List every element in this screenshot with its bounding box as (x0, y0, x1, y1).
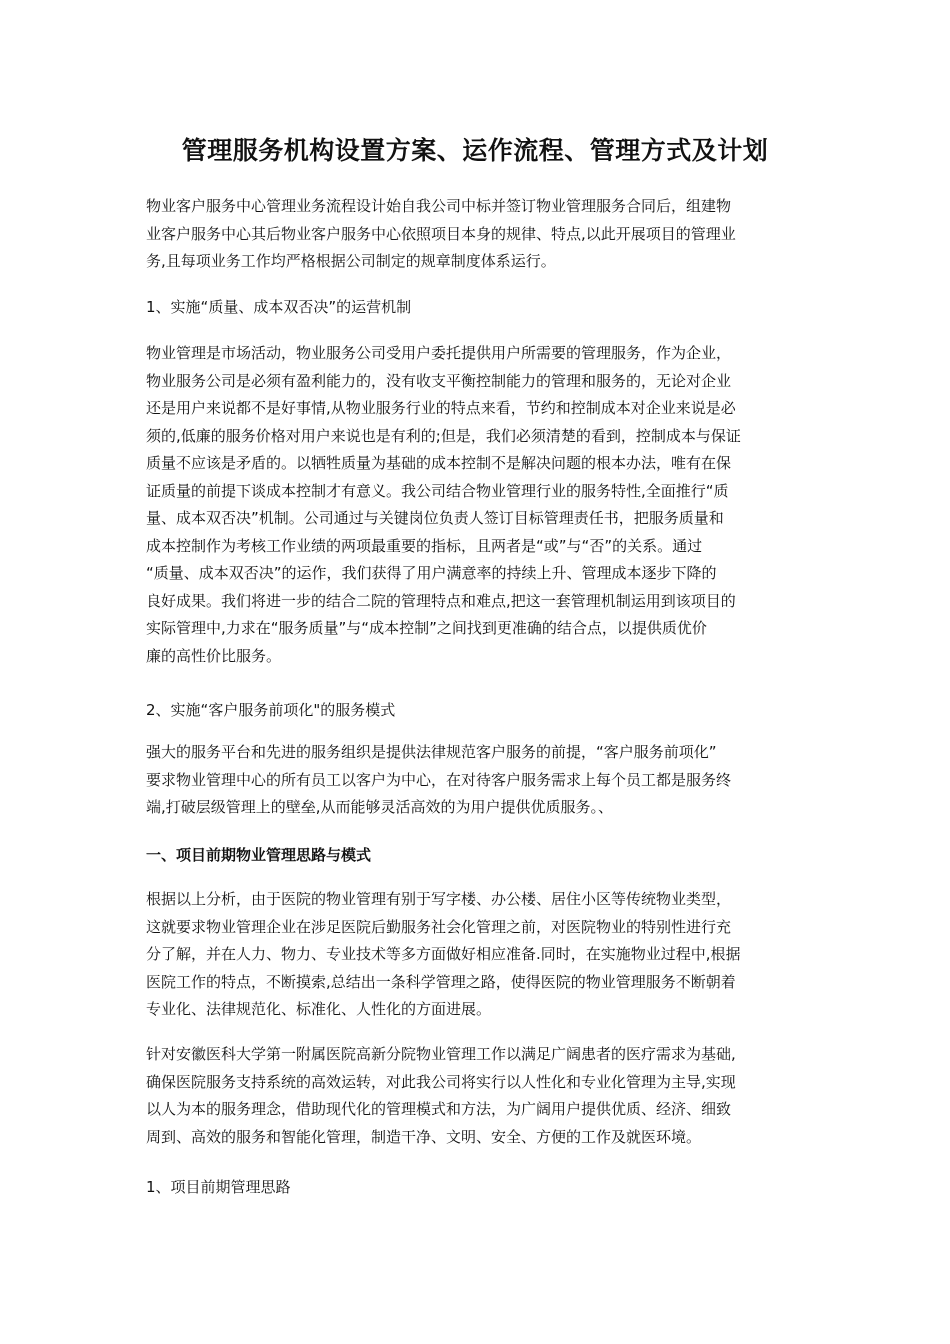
text-line: 业客户服务中心其后物业客户服务中心依照项目本身的规律、特点,以此开展项目的管理业 (146, 224, 736, 243)
text-line: 确保医院服务支持系统的高效运转，对此我公司将实行以人性化和专业化管理为主导,实现 (146, 1072, 736, 1091)
part1-sub-heading: 1、项目前期管理思路 (146, 1178, 291, 1196)
intro-paragraph (146, 193, 812, 276)
text-line: 物业管理是市场活动，物业服务公司受用户委托提供用户所需要的管理服务，作为企业， (146, 344, 732, 362)
part1-heading: 一、项目前期物业管理思路与模式 (146, 846, 372, 864)
text-line: 成本控制作为考核工作业绩的两项最重要的指标，且两者是“或”与“否”的关系。通过 (146, 536, 703, 555)
text-line: 周到、高效的服务和智能化管理，制造干净、文明、安全、方便的工作及就医环境。 (146, 1127, 702, 1146)
text-line: 物业客户服务中心管理业务流程设计始自我公司中标并签订物业管理服务合同后，组建物 (146, 197, 732, 215)
text-line: 专业化、法律规范化、标准化、人性化的方面进展。 (146, 1000, 492, 1018)
text-line: 廉的高性价比服务。 (146, 646, 282, 665)
text-line: 质量不应该是矛盾的。以牺牲质量为基础的成本控制不是解决问题的根本办法，唯有在保 (146, 454, 732, 472)
text-line: 量、成本双否决”机制。公司通过与关键岗位负责人签订目标管理责任书，把服务质量和 (146, 509, 724, 527)
text-line: 针对安徽医科大学第一附属医院高新分院物业管理工作以满足广阔患者的医疗需求为基础, (146, 1045, 736, 1063)
part1-paragraph-b (146, 1041, 812, 1151)
section2-paragraph (146, 739, 812, 822)
text-line: “质量、成本双否决”的运作，我们获得了用户满意率的持续上升、管理成本逐步下降的 (146, 564, 717, 582)
section1-paragraph (146, 340, 812, 670)
text-line: 端,打破层级管理上的壁垒,从而能够灵活高效的为用户提供优质服务。、 (146, 798, 614, 816)
text-line: 还是用户来说都不是好事情,从物业服务行业的特点来看，节约和控制成本对企业来说是必 (146, 399, 736, 417)
text-line: 务,且每项业务工作均严格根据公司制定的规章制度体系运行。 (146, 252, 556, 270)
part1-paragraph-a (146, 886, 812, 1024)
text-line: 分了解，并在人力、物力、专业技术等多方面做好相应准备.同时，在实施物业过程中,根据 (146, 945, 741, 963)
text-line: 医院工作的特点，不断摸索,总结出一条科学管理之路，使得医院的物业管理服务不断朝着 (146, 972, 736, 991)
text-line: 这就要求物业管理企业在涉足医院后勤服务社会化管理之前，对医院物业的特别性进行充 (146, 917, 732, 936)
section1-heading: 1、实施“质量、成本双否决”的运营机制 (146, 298, 412, 316)
text-line: 良好成果。我们将进一步的结合二院的管理特点和难点,把这一套管理机制运用到该项目的 (146, 591, 736, 610)
text-line: 以人为本的服务理念，借助现代化的管理模式和方法，为广阔用户提供优质、经济、细致 (146, 1100, 732, 1118)
text-line: 须的,低廉的服务价格对用户来说也是有利的;但是，我们必须清楚的看到，控制成本与保证 (146, 426, 741, 445)
document-title: 管理服务机构设置方案、运作流程、管理方式及计划 (181, 136, 769, 165)
text-line: 根据以上分析，由于医院的物业管理有别于写字楼、办公楼、居住小区等传统物业类型， (146, 890, 732, 908)
text-line: 物业服务公司是必须有盈利能力的，没有收支平衡控制能力的管理和服务的，无论对企业 (146, 371, 732, 390)
section2-heading: 2、实施“客户服务前项化"的服务模式 (146, 701, 396, 719)
text-line: 证质量的前提下谈成本控制才有意义。我公司结合物业管理行业的服务特性,全面推行“质 (146, 481, 729, 500)
text-line: 实际管理中,力求在“服务质量”与“成本控制”之间找到更准确的结合点，以提供质优价 (146, 619, 707, 637)
text-line: 要求物业管理中心的所有员工以客户为中心，在对待客户服务需求上每个员工都是服务终 (146, 770, 732, 789)
text-line: 强大的服务平台和先进的服务组织是提供法律规范客户服务的前提，“客户服务前项化” (146, 743, 717, 761)
